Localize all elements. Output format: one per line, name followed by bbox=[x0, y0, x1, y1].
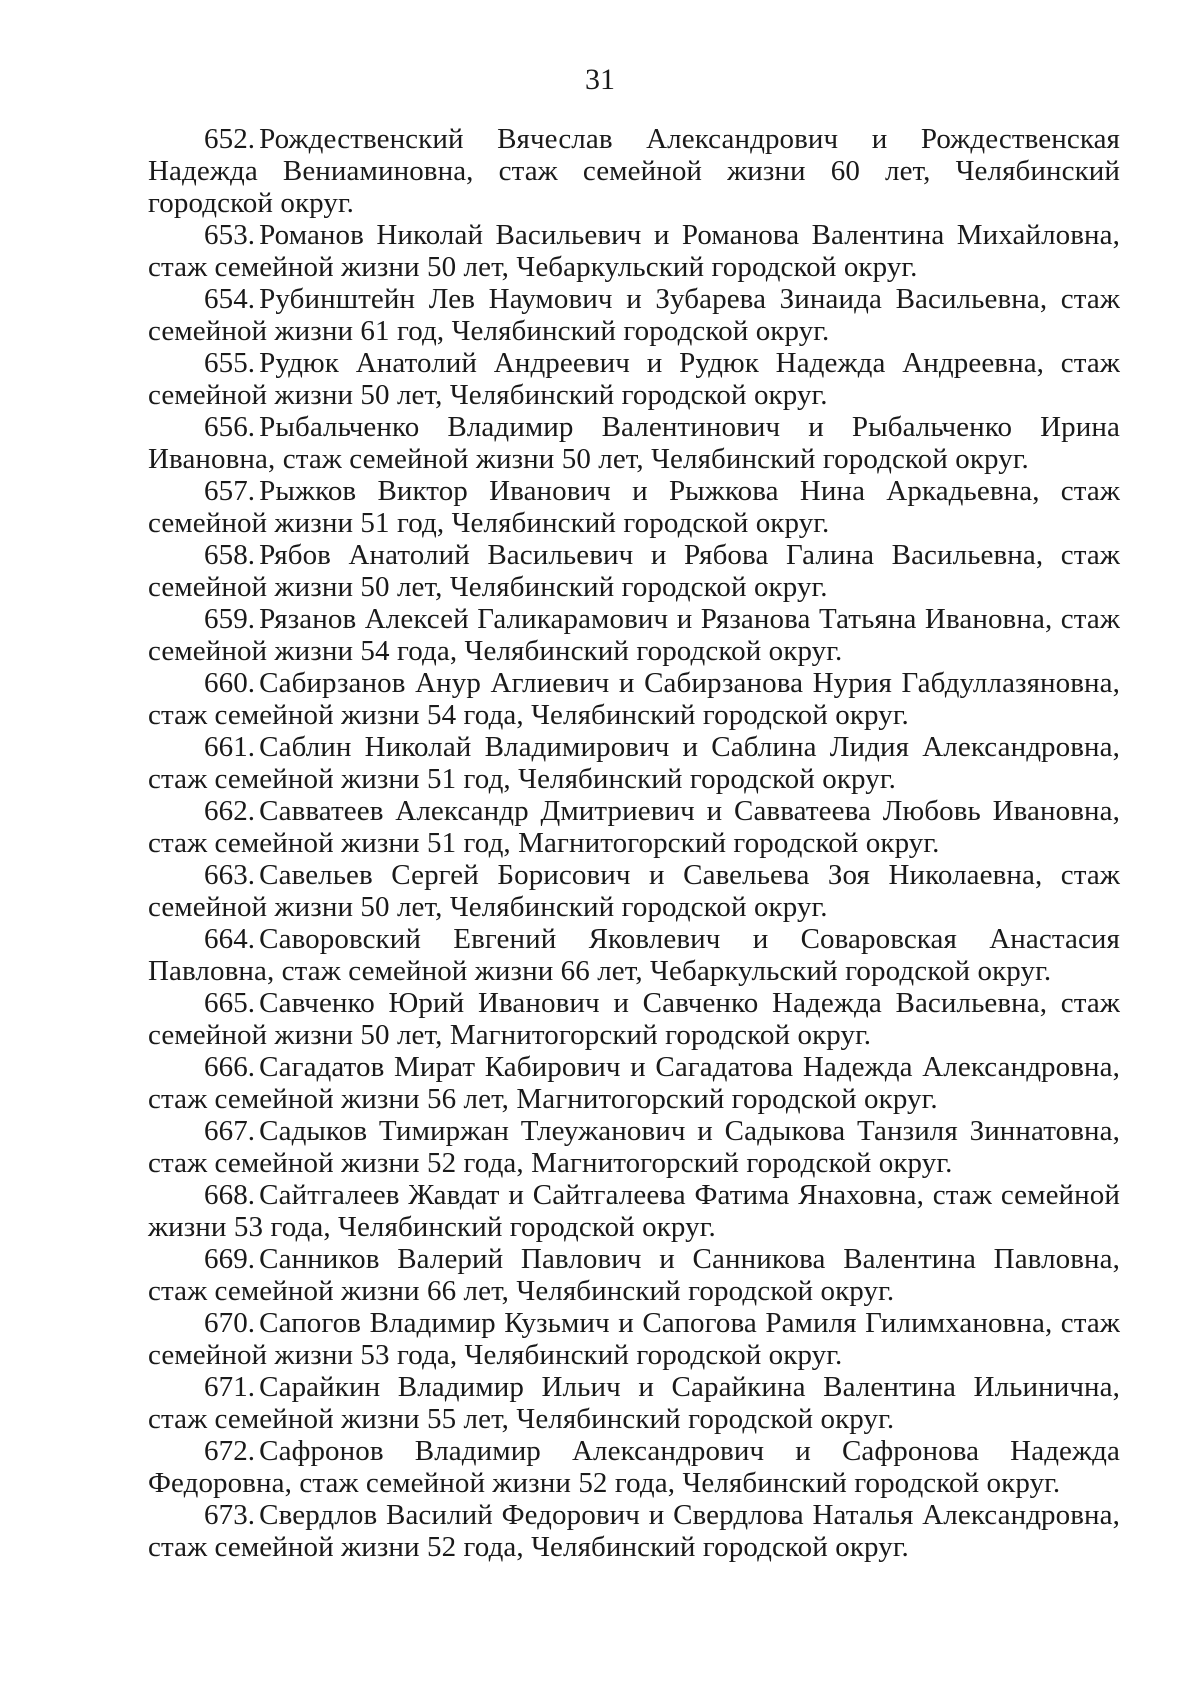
entry-number: 662. bbox=[204, 795, 256, 827]
list-item bbox=[148, 987, 1120, 1051]
entry-text: Савченко Юрий Иванович и Савченко Надежда Васильевна, стаж семейной жизни 50 лет, Магнитогорский городской округ. bbox=[148, 987, 1120, 1051]
entry-number: 654. bbox=[204, 283, 256, 315]
entry-list bbox=[148, 123, 1120, 1563]
entry-number: 660. bbox=[204, 667, 256, 699]
entry-text: Сайтгалеев Жавдат и Сайтгалеева Фатима Янаховна, стаж семейной жизни 53 года, Челябинский городской округ. bbox=[148, 1179, 1120, 1243]
entry-number: 671. bbox=[204, 1371, 256, 1403]
entry-text: Садыков Тимиржан Тлеужанович и Садыкова Танзиля Зиннатовна, стаж семейной жизни 52 года, Магнитогорский городской округ. bbox=[148, 1115, 1120, 1179]
list-item bbox=[148, 1115, 1120, 1179]
list-item bbox=[148, 1435, 1120, 1499]
list-item bbox=[148, 347, 1120, 411]
list-item bbox=[148, 667, 1120, 731]
entry-text: Свердлов Василий Федорович и Свердлова Наталья Александровна, стаж семейной жизни 52 года, Челябинский городской округ. bbox=[148, 1499, 1120, 1563]
list-item bbox=[148, 603, 1120, 667]
list-item bbox=[148, 123, 1120, 219]
list-item bbox=[148, 1499, 1120, 1563]
list-item bbox=[148, 1371, 1120, 1435]
entry-text: Рябов Анатолий Васильевич и Рябова Галина Васильевна, стаж семейной жизни 50 лет, Челябинский городской округ. bbox=[148, 539, 1120, 603]
entry-text: Саблин Николай Владимирович и Саблина Лидия Александровна, стаж семейной жизни 51 год, Челябинский городской округ. bbox=[148, 731, 1120, 795]
entry-text: Санников Валерий Павлович и Санникова Валентина Павловна, стаж семейной жизни 66 лет, Челябинский городской округ. bbox=[148, 1243, 1120, 1307]
entry-text: Рыжков Виктор Иванович и Рыжкова Нина Аркадьевна, стаж семейной жизни 51 год, Челябинский городской округ. bbox=[148, 475, 1120, 539]
entry-text: Савельев Сергей Борисович и Савельева Зоя Николаевна, стаж семейной жизни 50 лет, Челябинский городской округ. bbox=[148, 859, 1120, 923]
entry-number: 669. bbox=[204, 1243, 256, 1275]
entry-text: Рождественский Вячеслав Александрович и Рождественская Надежда Вениаминовна, стаж семейной жизни 60 лет, Челябинский городской округ. bbox=[148, 123, 1120, 219]
list-item bbox=[148, 795, 1120, 859]
list-item bbox=[148, 1179, 1120, 1243]
entry-number: 653. bbox=[204, 219, 256, 251]
entry-number: 670. bbox=[204, 1307, 256, 1339]
entry-number: 661. bbox=[204, 731, 256, 763]
entry-text: Рудюк Анатолий Андреевич и Рудюк Надежда Андреевна, стаж семейной жизни 50 лет, Челябинский городской округ. bbox=[148, 347, 1120, 411]
list-item bbox=[148, 411, 1120, 475]
entry-number: 665. bbox=[204, 987, 256, 1019]
entry-text: Сагадатов Мират Кабирович и Сагадатова Надежда Александровна, стаж семейной жизни 56 лет, Магнитогорский городской округ. bbox=[148, 1051, 1120, 1115]
list-item bbox=[148, 475, 1120, 539]
list-item bbox=[148, 859, 1120, 923]
entry-number: 666. bbox=[204, 1051, 256, 1083]
list-item bbox=[148, 1051, 1120, 1115]
entry-number: 656. bbox=[204, 411, 256, 443]
list-item bbox=[148, 731, 1120, 795]
list-item bbox=[148, 219, 1120, 283]
page-number: 31 bbox=[585, 63, 615, 96]
entry-number: 667. bbox=[204, 1115, 256, 1147]
entry-number: 652. bbox=[204, 123, 256, 155]
entry-number: 664. bbox=[204, 923, 256, 955]
entry-text: Рязанов Алексей Галикарамович и Рязанова Татьяна Ивановна, стаж семейной жизни 54 года, Челябинский городской округ. bbox=[148, 603, 1120, 667]
entry-number: 657. bbox=[204, 475, 256, 507]
entry-number: 673. bbox=[204, 1499, 256, 1531]
entry-text: Рыбальченко Владимир Валентинович и Рыбальченко Ирина Ивановна, стаж семейной жизни 50 лет, Челябинский городской округ. bbox=[148, 411, 1120, 475]
entry-text: Сарайкин Владимир Ильич и Сарайкина Валентина Ильинична, стаж семейной жизни 55 лет, Челябинский городской округ. bbox=[148, 1371, 1120, 1435]
entry-text: Сафронов Владимир Александрович и Сафронова Надежда Федоровна, стаж семейной жизни 52 года, Челябинский городской округ. bbox=[148, 1435, 1120, 1499]
entry-text: Сапогов Владимир Кузьмич и Сапогова Рамиля Гилимхановна, стаж семейной жизни 53 года, Челябинский городской округ. bbox=[148, 1307, 1120, 1371]
list-item bbox=[148, 539, 1120, 603]
entry-text: Романов Николай Васильевич и Романова Валентина Михайловна, стаж семейной жизни 50 лет, Чебаркульский городской округ. bbox=[148, 219, 1120, 283]
entry-number: 672. bbox=[204, 1435, 256, 1467]
entry-number: 658. bbox=[204, 539, 256, 571]
entry-number: 668. bbox=[204, 1179, 256, 1211]
list-item bbox=[148, 1243, 1120, 1307]
entry-text: Саворовский Евгений Яковлевич и Соваровская Анастасия Павловна, стаж семейной жизни 66 лет, Чебаркульский городской округ. bbox=[148, 923, 1120, 987]
entry-number: 659. bbox=[204, 603, 256, 635]
list-item bbox=[148, 1307, 1120, 1371]
entry-number: 663. bbox=[204, 859, 256, 891]
entry-number: 655. bbox=[204, 347, 256, 379]
list-item bbox=[148, 283, 1120, 347]
entry-text: Савватеев Александр Дмитриевич и Савватеева Любовь Ивановна, стаж семейной жизни 51 год, Магнитогорский городской округ. bbox=[148, 795, 1120, 859]
list-item bbox=[148, 923, 1120, 987]
entry-text: Сабирзанов Анур Аглиевич и Сабирзанова Нурия Габдуллазяновна, стаж семейной жизни 54 года, Челябинский городской округ. bbox=[148, 667, 1120, 731]
entry-text: Рубинштейн Лев Наумович и Зубарева Зинаида Васильевна, стаж семейной жизни 61 год, Челябинский городской округ. bbox=[148, 283, 1120, 347]
